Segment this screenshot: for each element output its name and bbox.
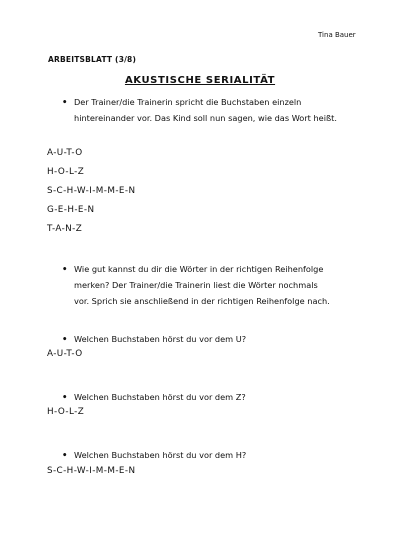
task-line: vor. Sprich sie anschließend in der richtigen Reihenfolge nach.	[74, 296, 330, 306]
author-name: Tina Bauer	[318, 31, 356, 39]
worksheet-label: ARBEITSBLATT (3/8)	[48, 55, 137, 64]
task-line: Wie gut kannst du dir die Wörter in der richtigen Reihenfolge	[74, 264, 324, 274]
word-item: G-E-H-E-N	[47, 205, 95, 215]
instruction-bullet: •	[62, 98, 68, 108]
question-text: Welchen Buchstaben hörst du vor dem H?	[74, 450, 247, 460]
word-item: T-A-N-Z	[47, 224, 83, 234]
question-word: H-O-L-Z	[47, 407, 85, 417]
question-word: A-U-T-O	[47, 349, 83, 359]
instruction-line: hintereinander vor. Das Kind soll nun sagen, wie das Wort heißt.	[74, 113, 337, 123]
word-item: S-C-H-W-I-M-M-E-N	[47, 186, 136, 196]
task-line: merken? Der Trainer/die Trainerin liest die Wörter nochmals	[74, 280, 318, 290]
question-text: Welchen Buchstaben hörst du vor dem U?	[74, 334, 247, 344]
question-text: Welchen Buchstaben hörst du vor dem Z?	[74, 392, 246, 402]
word-item: H-O-L-Z	[47, 167, 85, 177]
instruction-line: Der Trainer/die Trainerin spricht die Buchstaben einzeln	[74, 97, 302, 107]
word-item: A-U-T-O	[47, 148, 83, 158]
question-bullet: •	[62, 451, 68, 461]
question-bullet: •	[62, 393, 68, 403]
question-bullet: •	[62, 335, 68, 345]
task-bullet: •	[62, 265, 68, 275]
worksheet-title: AKUSTISCHE SERIALITÄT	[124, 75, 276, 86]
question-word: S-C-H-W-I-M-M-E-N	[47, 466, 136, 476]
